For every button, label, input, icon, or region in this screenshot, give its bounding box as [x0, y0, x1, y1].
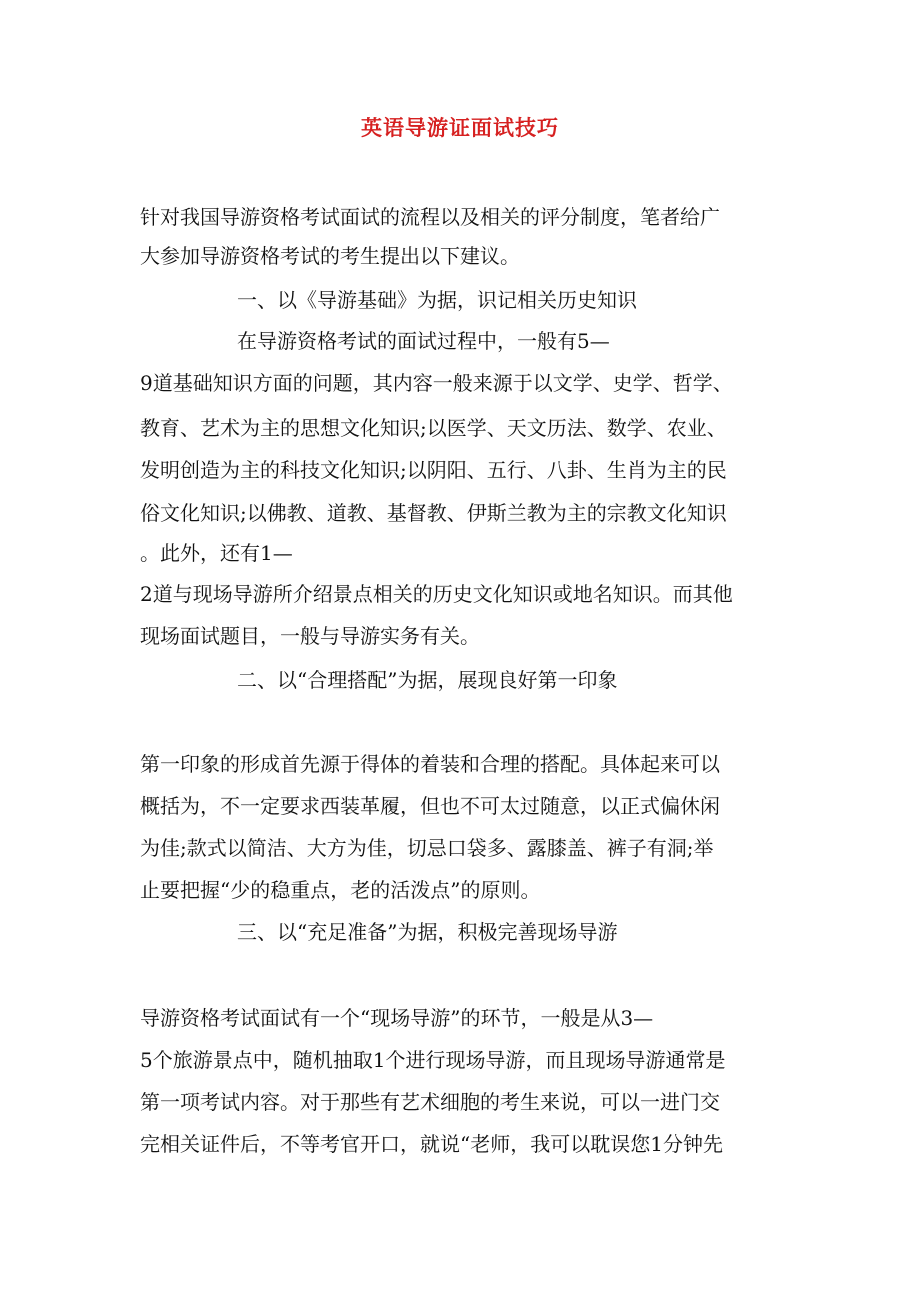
paragraph-line: 在导游资格考试的面试过程中，一般有5—: [237, 329, 610, 353]
paragraph-line: 止要把握“少的稳重点，老的活泼点”的原则。: [140, 878, 541, 902]
section-heading-2: 二、以“合理搭配”为据，展现良好第一印象: [237, 668, 618, 692]
paragraph-line: 。此外，还有1—: [140, 541, 293, 565]
paragraph-line: 教育、艺术为主的思想文化知识;以医学、天文历法、数学、农业、: [140, 416, 727, 440]
paragraph-line: 2道与现场导游所介绍景点相关的历史文化知识或地名知识。而其他: [140, 582, 733, 606]
paragraph-line: 现场面试题目，一般与导游实务有关。: [140, 624, 480, 648]
section-heading-3: 三、以“充足准备”为据，积极完善现场导游: [237, 920, 618, 944]
paragraph-line: 导游资格考试面试有一个“现场导游”的环节，一般是从3—: [140, 1006, 654, 1030]
paragraph-line: 概括为，不一定要求西装革履，但也不可太过随意，以正式偏休闲: [140, 794, 720, 818]
paragraph-line: 第一印象的形成首先源于得体的着装和合理的搭配。具体起来可以: [140, 752, 720, 776]
paragraph-line: 俗文化知识;以佛教、道教、基督教、伊斯兰教为主的宗教文化知识: [140, 501, 727, 525]
paragraph-line: 大参加导游资格考试的考生提出以下建议。: [140, 244, 520, 268]
paragraph-line: 9道基础知识方面的问题，其内容一般来源于以文学、史学、哲学、: [140, 371, 733, 395]
paragraph-line: 第一项考试内容。对于那些有艺术细胞的考生来说，可以一进门交: [140, 1090, 720, 1114]
section-heading-1: 一、以《导游基础》为据，识记相关历史知识: [237, 288, 637, 312]
paragraph-line: 针对我国导游资格考试面试的流程以及相关的评分制度，笔者给广: [140, 205, 720, 229]
paragraph-line: 完相关证件后，不等考官开口，就说“老师，我可以耽误您1分钟先: [140, 1132, 723, 1156]
paragraph-line: 发明创造为主的科技文化知识;以阴阳、五行、八卦、生肖为主的民: [140, 458, 727, 482]
paragraph-line: 为佳;款式以简洁、大方为佳，切忌口袋多、露膝盖、裤子有洞;举: [140, 836, 714, 860]
document-title: 英语导游证面试技巧: [361, 115, 559, 140]
paragraph-line: 5个旅游景点中，随机抽取1个进行现场导游，而且现场导游通常是: [140, 1048, 726, 1072]
